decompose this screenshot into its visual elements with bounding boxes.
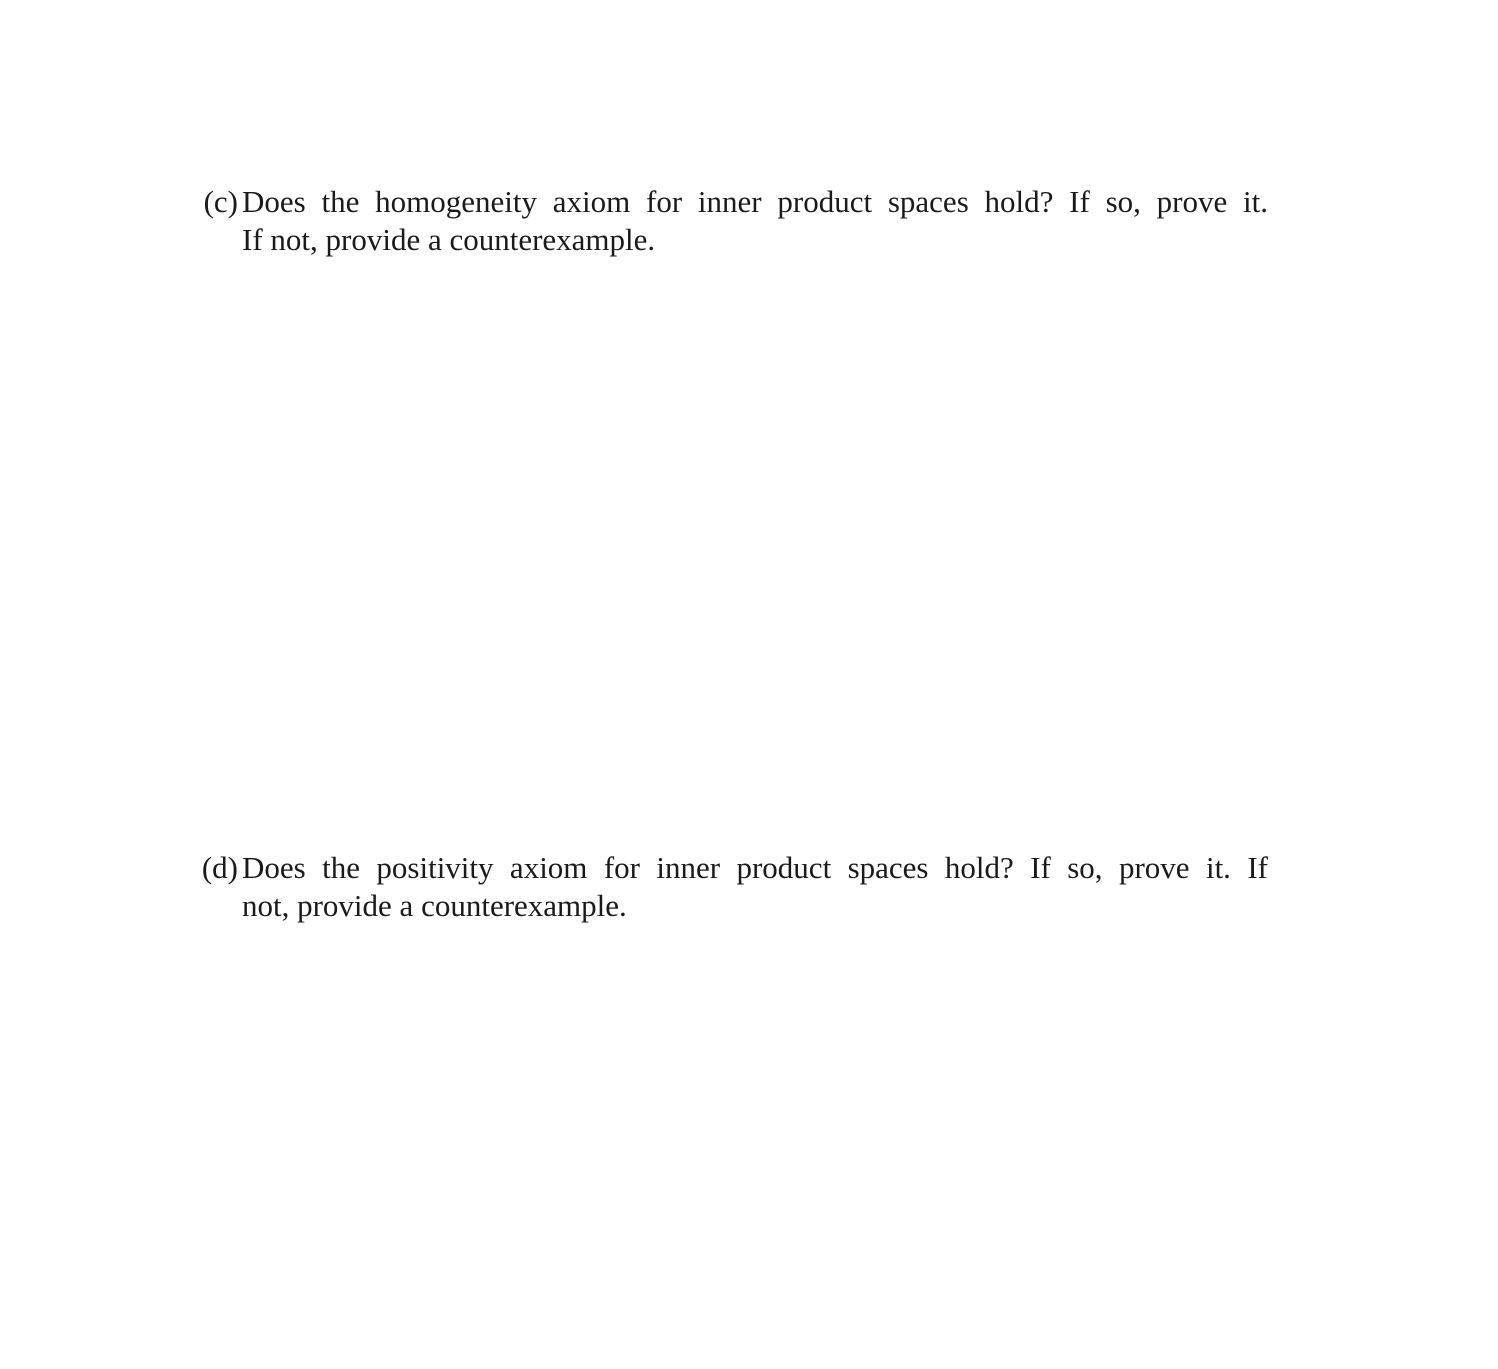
problem-label: (d) (201, 850, 238, 885)
problem-text (242, 183, 1268, 259)
problem-text (242, 849, 1268, 925)
problem-text-line: not, provide a counterexample. (242, 888, 627, 923)
problem-label: (c) (203, 184, 238, 219)
problem-text-line: Does the homogeneity axiom for inner product spaces hold? If so, prove it. (242, 184, 1268, 219)
problem-text-line: If not, provide a counterexample. (242, 222, 656, 257)
problem-text-line: Does the positivity axiom for inner product spaces hold? If so, prove it. If (242, 850, 1268, 885)
